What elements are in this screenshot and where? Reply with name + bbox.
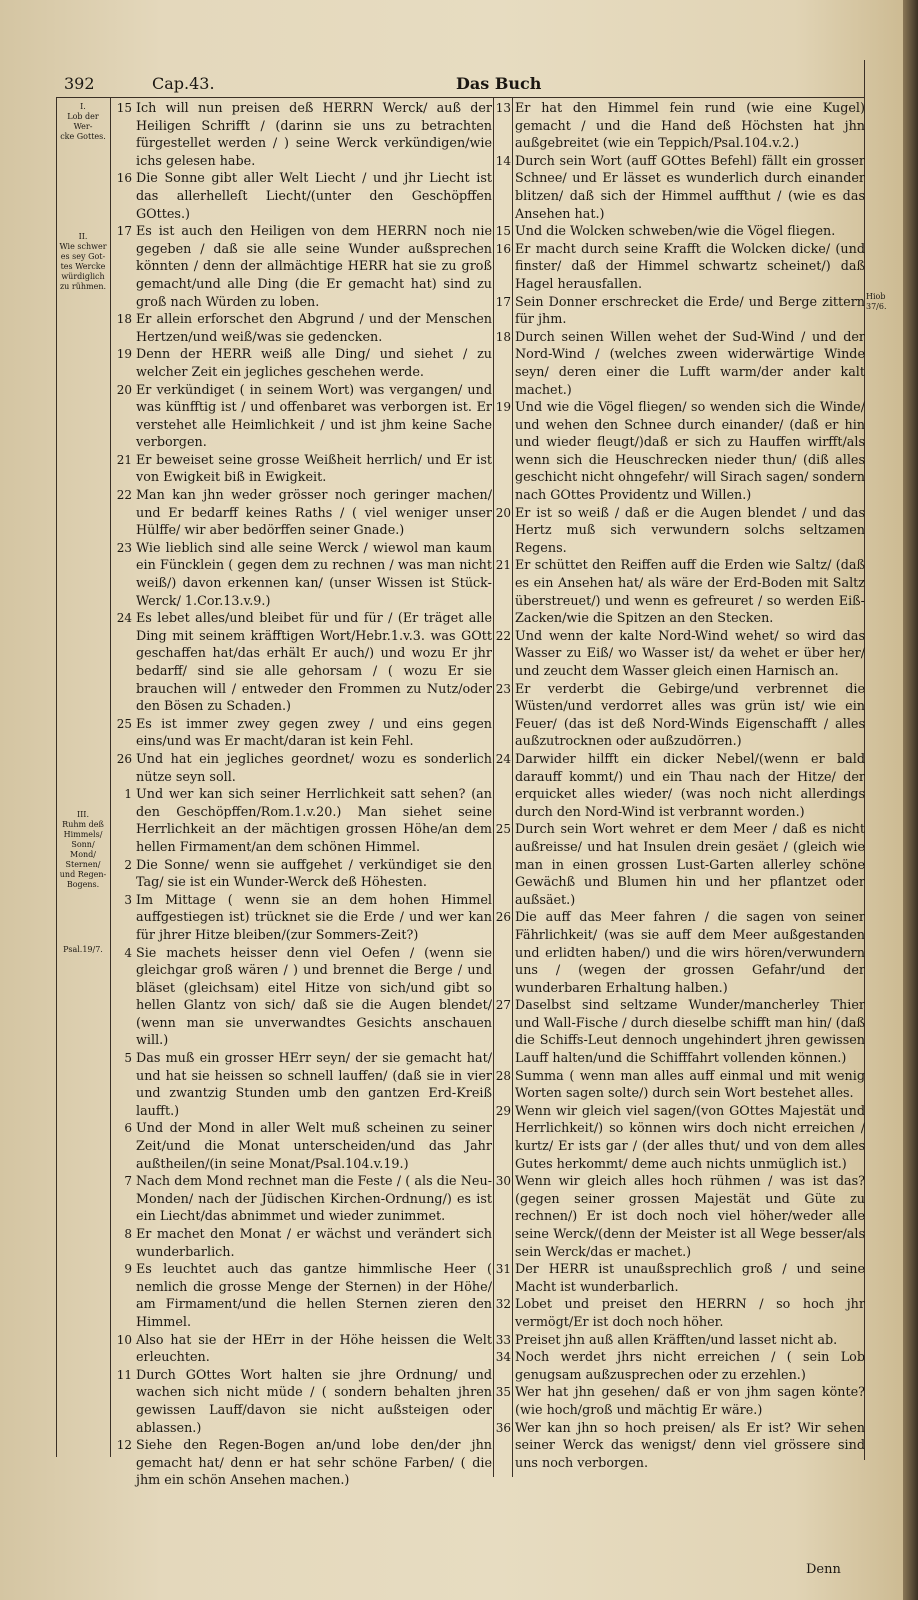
verse-text: Und wer kan sich seiner Herrlichkeit satt sehen? (an den Geschöpffen/Rom.1.v.20.) Man siehet seine Herrlichkeit an der mächtigen grossen Höhe/an dem hellen Firmament/an dem schönen Himmel. xyxy=(136,787,492,855)
verse-text: Im Mittage ( wenn sie an dem hohen Himmel auffgestiegen ist) trücknet sie die Erde / und wer kan für jhrer Hitze bleiben/(zur Sommers-Zeit?) xyxy=(136,892,492,943)
verse-text: Siehe den Regen-Bogen an/und lobe den/der jhn gemacht hat/ denn er hat sehr schöne Farben/ ( die jhm ein schön Ansehen machen.) xyxy=(136,1438,492,1489)
verse xyxy=(495,1261,865,1296)
margin-rule-inner xyxy=(110,97,111,1457)
margin-reference-note: Hiob 37/6. xyxy=(866,292,887,311)
verse-number: 26 xyxy=(495,910,511,925)
verse-text: Wer kan jhn so hoch preisen/ als Er ist? Wir sehen seiner Werck das wenigst/ denn viel grössere sind uns noch verborgen. xyxy=(515,1420,865,1471)
verse-text: Also hat sie der HErr in der Höhe heissen die Welt erleuchten. xyxy=(136,1332,492,1366)
verse-text: Man kan jhn weder grösser noch geringer machen/ und Er bedarff keines Raths / ( viel weniger unser Hülffe/ wir aber bedörffen seiner Gnade.) xyxy=(136,488,492,539)
right-text-column xyxy=(495,100,865,1472)
verse-number: 3 xyxy=(124,892,132,907)
verse-text: Daselbst sind seltzame Wunder/mancherley Thier und Wall-Fische / durch dieselbe schifft man hin/ (daß die Schiffs-Leut dennoch ungehindert jhren gewissen Lauff halten/und die Schifffahrt vollenden können.) xyxy=(515,998,865,1067)
verse-number: 15 xyxy=(116,101,132,115)
verse-text: Wer hat jhn gesehen/ daß er von jhm sagen könte? (wie hoch/groß und mächtig Er wäre.) xyxy=(515,1385,865,1418)
verse-number: 24 xyxy=(116,611,132,626)
page-header xyxy=(0,74,903,96)
verse-number: 15 xyxy=(495,224,511,239)
verse-text: Durch sein Wort (auff GOttes Befehl) fällt ein grosser Schnee/ und Er lässet es wunderlich durch einander blitzen/ daß sich der Himmel auffthut / (wie es das Ansehen hat.) xyxy=(515,153,865,222)
verse-number: 10 xyxy=(116,1332,132,1347)
verse-text: Es ist immer zwey gegen zwey / und eins gegen eins/und was Er macht/daran ist kein Fehl. xyxy=(136,716,492,750)
verse xyxy=(116,540,492,610)
verse-text: Es ist auch den Heiligen von dem HERRN noch nie gegeben / daß sie alle seine Wunder außsprechen könnten / denn der allmächtige HERR hat sie zu groß gemacht/und alle Ding (die Er gemacht hat) sind zu groß nach Würden zu loben. xyxy=(136,224,492,310)
verse-number: 18 xyxy=(495,329,511,344)
verse xyxy=(124,1050,492,1120)
verse-number: 6 xyxy=(124,1121,132,1136)
verse-text: Wenn wir gleich alles hoch rühmen / was ist das? (gegen seiner grossen Majestät und Güte zu rechnen/) Er ist doch noch viel höher/weder alle seine Werck/(denn der Meister ist all Wege besser/als sein Werck/das er machet.) xyxy=(515,1174,865,1260)
verse xyxy=(116,487,492,540)
verse-number: 21 xyxy=(116,452,132,467)
verse-text: Er machet den Monat / er wächst und verändert sich wunderbarlich. xyxy=(136,1227,492,1260)
verse-number: 31 xyxy=(495,1262,511,1277)
verse xyxy=(495,1420,865,1473)
verse-text: Er hat den Himmel fein rund (wie eine Kugel) gemacht / und die Hand deß Höchsten hat jhn außgebreitet (wie ein Teppich/Psal.104.v.2.) xyxy=(515,101,865,152)
verse xyxy=(495,1384,865,1419)
verse xyxy=(124,945,492,1051)
verse-text: Er verkündiget ( in seinem Wort) was vergangen/ und was künfftig ist / und offenbaret was verborgen ist. Er verstehet alle Heimlichkeit / und ist jhm keine Sache verborgen. xyxy=(136,382,492,451)
verse xyxy=(116,1367,492,1437)
verse xyxy=(116,346,492,381)
verse xyxy=(124,857,492,892)
verse xyxy=(495,241,865,294)
verse-number: 24 xyxy=(495,751,511,766)
verse-text: Es lebet alles/und bleibet für und für / (Er träget alle Ding mit seinem kräfftigen Wort/Hebr.1.v.3. was GOtt geschaffen hat/das erhält Er auch/) und wozu Er jhr bedarff/ sind sie alle gehorsam / ( wozu Er sie brauchen will / entweder den Frommen zu Nutz/oder den Bösen zu Schaden.) xyxy=(136,611,492,715)
verse-number: 14 xyxy=(495,153,511,168)
verse-number: 33 xyxy=(495,1332,511,1347)
section-note-1: I. Lob der Wer- cke Gottes. xyxy=(60,102,106,141)
verse-number: 19 xyxy=(495,400,511,415)
verse xyxy=(124,1226,492,1261)
verse-text: Sein Donner erschrecket die Erde/ und Berge zittern für jhm. xyxy=(515,294,865,328)
verse-text: Es leuchtet auch das gantze himmlische Heer ( nemlich die grosse Menge der Sternen) in der Höhe/ am Firmament/und die hellen Sternen zieren den Himmel. xyxy=(136,1262,492,1330)
verse-number: 22 xyxy=(495,628,511,643)
verse-number: 20 xyxy=(116,382,132,397)
verse-text: Die Sonne/ wenn sie auffgehet / verkündiget sie den Tag/ sie ist ein Wunder-Werck deß Höhesten. xyxy=(136,857,492,891)
verse-text: Er verderbt die Gebirge/und verbrennet die Wüsten/und verdorret alles was grün ist/ wie ein Feuer/ (das ist deß Nord-Winds Eigenschafft / alles außzutrocknen oder außzudörren.) xyxy=(515,681,865,750)
verse-text: Der HERR ist unaußsprechlich groß / und seine Macht ist wunderbarlich. xyxy=(515,1262,865,1295)
verse-number: 35 xyxy=(495,1385,511,1400)
verse-number: 7 xyxy=(124,1174,132,1189)
verse xyxy=(116,100,492,170)
verse-text: Denn der HERR weiß alle Ding/ und siehet / zu welcher Zeit ein jegliches geschehen werde. xyxy=(136,347,492,380)
column-divider-right xyxy=(512,97,513,1477)
verse-number: 23 xyxy=(116,540,132,555)
verse xyxy=(495,1173,865,1261)
verse xyxy=(495,100,865,153)
verse-text: Er macht durch seine Krafft die Wolcken dicke/ (und finster/ daß der Himmel schwartz scheinet/) daß Hagel herausfallen. xyxy=(515,241,865,292)
verse-number: 21 xyxy=(495,558,511,573)
verse-number: 29 xyxy=(495,1103,511,1118)
section-note-3: III. Ruhm deß Himmels/ Sonn/ Mond/ Sternen/ und Regen- Bogens. xyxy=(59,810,107,889)
verse-number: 34 xyxy=(495,1350,511,1365)
left-text-column xyxy=(116,100,492,1490)
verse xyxy=(495,681,865,751)
verse xyxy=(116,610,492,716)
verse xyxy=(116,452,492,487)
header-rule xyxy=(56,97,864,98)
verse-number: 9 xyxy=(124,1262,132,1277)
verse-text: Die Sonne gibt aller Welt Liecht / und jhr Liecht ist das allerhelleſt Liecht/(unter den Geschöpffen GOttes.) xyxy=(136,171,492,222)
verse xyxy=(124,892,492,945)
verse-number: 8 xyxy=(124,1227,132,1241)
verse-number: 27 xyxy=(495,998,511,1013)
verse-text: Preiset jhn auß allen Kräfften/und lasset nicht ab. xyxy=(515,1332,838,1348)
verse xyxy=(116,1437,492,1490)
verse-number: 30 xyxy=(495,1174,511,1189)
verse-number: 11 xyxy=(116,1367,132,1382)
verse xyxy=(124,1120,492,1173)
verse-number: 16 xyxy=(116,171,132,186)
verse xyxy=(116,223,492,311)
verse xyxy=(495,909,865,997)
verse-text: Sie machets heisser denn viel Oefen / (wenn sie gleichgar groß wären / ) und brennet die Berge / und bläset (gleichsam) eitel Hitze von sich/und gibt so hellen Glantz von sich/ daß sie die Augen blendet/ (wenn man sie unverwandtes Gesichts anschauen will.) xyxy=(136,945,492,1049)
verse-number: 26 xyxy=(116,751,132,766)
verse-text: Die auff das Meer fahren / die sagen von seiner Fährlichkeit/ (was sie auff dem Meer außgestanden und erlidten haben/) und die wirs hören/verwundern uns / (wegen der grossen Gefahr/und der wunderbaren Erhaltung halben.) xyxy=(515,910,865,996)
page-number: 392 xyxy=(64,74,95,93)
verse xyxy=(495,628,865,681)
verse xyxy=(495,329,865,399)
verse-text: Durch GOttes Wort halten sie jhre Ordnung/ und wachen sich nicht müde / ( sondern behalten jhren gewissen Lauff/davon sie nicht außsteigen oder ablassen.) xyxy=(136,1367,492,1436)
section-note-2: II. Wie schwer es sey Got- tes Wercke würdiglich zu rühmen. xyxy=(59,232,107,291)
verse-number: 12 xyxy=(116,1438,132,1453)
verse-text: Ich will nun preisen deß HERRN Werck/ auß der Heiligen Schrifft / (darinn sie uns zu betrachten fürgestellet werden / ) seine Werck verkündigen/wie ichs gelesen habe. xyxy=(136,101,492,169)
verse-number: 22 xyxy=(116,488,132,503)
verse xyxy=(124,1261,492,1331)
verse-text: Noch werdet jhrs nicht erreichen / ( sein Lob genugsam außzusprechen oder zu erzehlen.) xyxy=(515,1350,865,1383)
verse-number: 18 xyxy=(116,312,132,327)
catchword: Denn xyxy=(806,1562,841,1577)
verse-number: 25 xyxy=(495,822,511,837)
verse-text: Wenn wir gleich viel sagen/(von GOttes Majestät und Herrlichkeit/) so können wirs doch nicht erreichen / kurtz/ Er ists gar / (der alles thut/ und von dem alles Gutes herkommt/ deme auch nichts unmüglich ist.) xyxy=(515,1103,865,1172)
verse-text: Das muß ein grosser HErr seyn/ der sie gemacht hat/ und hat sie heissen so schnell lauffen/ (daß sie in vier und zwantzig Stunden umb den gantzen Erd-Kreiß laufft.) xyxy=(136,1051,492,1119)
verse xyxy=(495,1349,865,1384)
verse xyxy=(495,1332,865,1350)
verse-text: Durch seinen Willen wehet der Sud-Wind / und der Nord-Wind / (welches zween widerwärtige Winde seyn/ deren einer die Lufft warm/der ander kalt machet.) xyxy=(515,329,865,398)
verse xyxy=(495,153,865,223)
verse xyxy=(116,716,492,751)
verse xyxy=(495,1296,865,1331)
verse xyxy=(116,311,492,346)
margin-rule-outer xyxy=(56,97,57,1457)
verse xyxy=(495,1068,865,1103)
verse-text: Er beweiset seine grosse Weißheit herrlich/ und Er ist von Ewigkeit biß in Ewigkeit. xyxy=(136,452,492,486)
verse-text: Durch sein Wort wehret er dem Meer / daß es nicht außreisse/ und hat Insulen drein gesäet / (gleich wie man in einen grossen Lust-Garten allerley schöne Gewächß und Blumen hin und her pflantzet oder außsäet.) xyxy=(515,822,865,908)
verse-number: 20 xyxy=(495,505,511,520)
verse xyxy=(124,786,492,856)
verse-text: Lobet und preiset den HERRN / so hoch jhr vermögt/Er ist doch noch höher. xyxy=(515,1297,865,1330)
verse-number: 2 xyxy=(124,857,132,872)
verse-number: 32 xyxy=(495,1297,511,1312)
book-spine xyxy=(903,0,918,1600)
verse-text: Wie lieblich sind alle seine Werck / wiewol man kaum ein Füncklein ( gegen dem zu rechnen / was man nicht weiß/) davon erkennen kan/ (unser Wissen ist Stück-Werck/ 1.Cor.13.v.9.) xyxy=(136,540,492,609)
verse xyxy=(495,997,865,1067)
verse-number: 28 xyxy=(495,1068,511,1083)
verse-text: Er ist so weiß / daß er die Augen blendet / und das Hertz muß sich verwundern solchs seltzamen Regens. xyxy=(515,505,865,556)
verse-text: Und wenn der kalte Nord-Wind wehet/ so wird das Wasser zu Eiß/ wo Wasser ist/ da wehet er über her/ und zeucht dem Wasser gleich einen Harnisch an. xyxy=(515,628,865,679)
verse xyxy=(495,223,865,241)
verse-text: Und die Wolcken schweben/wie die Vögel fliegen. xyxy=(515,224,836,240)
verse-text: Er allein erforschet den Abgrund / und der Menschen Hertzen/und weiß/was sie gedencken. xyxy=(136,312,492,345)
verse-text: Nach dem Mond rechnet man die Feste / ( als die Neu-Monden/ nach der Jüdischen Kirchen-Ordnung/) es ist ein Liecht/das abnimmet und wieder zunimmet. xyxy=(136,1174,492,1225)
verse xyxy=(495,294,865,329)
verse xyxy=(495,505,865,558)
verse-text: Und wie die Vögel fliegen/ so wenden sich die Winde/ und wehen den Schnee durch einander/ (daß er hin und wieder fleugt/)daß er sich zu Hauffen wirfft/als wenn sich die Heuschrecken nieder thun/ (diß alles geschicht nicht ohngefehr/ will Sirach sagen/ sondern nach GOttes Providentz und Willen.) xyxy=(515,400,865,504)
verse xyxy=(495,751,865,821)
verse-number: 17 xyxy=(116,224,132,239)
verse-number: 23 xyxy=(495,681,511,696)
verse-number: 16 xyxy=(495,241,511,256)
verse xyxy=(495,821,865,909)
verse xyxy=(495,557,865,627)
verse-number: 4 xyxy=(124,945,132,960)
verse-number: 19 xyxy=(116,347,132,362)
verse-text: Und der Mond in aller Welt muß scheinen zu seiner Zeit/und die Monat unterscheiden/und das Jahr außtheilen/(in seine Monat/Psal.104.v.19.) xyxy=(136,1121,492,1172)
verse xyxy=(116,751,492,786)
verse xyxy=(495,1103,865,1173)
verse xyxy=(124,1173,492,1226)
verse-text: Summa ( wenn man alles auff einmal und mit wenig Worten sagen solte/) durch sein Wort bestehet alles. xyxy=(515,1068,865,1102)
verse-text: Darwider hilfft ein dicker Nebel/(wenn er bald darauff kommt/) und ein Thau nach der Hitze/ der erquicket alles wieder/ (was noch nicht allerdings durch den Nord-Wind ist verbrannt worden.) xyxy=(515,751,865,820)
verse xyxy=(116,1332,492,1367)
verse-text: Er schüttet den Reiffen auff die Erden wie Saltz/ (daß es ein Ansehen hat/ als wäre der Erd-Boden mit Saltz überstreuet/) und wenn es gefreuret / so werden Eiß-Zacken/wie die Spitzen an den Stecken. xyxy=(515,558,865,627)
verse-number: 13 xyxy=(495,101,511,115)
verse xyxy=(116,170,492,223)
verse-number: 17 xyxy=(495,294,511,309)
verse-text: Und hat ein jegliches geordnet/ wozu es sonderlich nütze seyn soll. xyxy=(136,751,492,785)
running-title: Das Buch xyxy=(456,74,542,93)
chapter-reference: Cap.43. xyxy=(152,74,215,93)
verse xyxy=(116,382,492,452)
verse-number: 25 xyxy=(116,716,132,731)
section-note-4: Psal.19/7. xyxy=(63,945,103,954)
verse xyxy=(495,399,865,505)
verse-number: 36 xyxy=(495,1420,511,1435)
verse-number: 1 xyxy=(124,787,132,802)
verse-number: 5 xyxy=(124,1051,132,1066)
